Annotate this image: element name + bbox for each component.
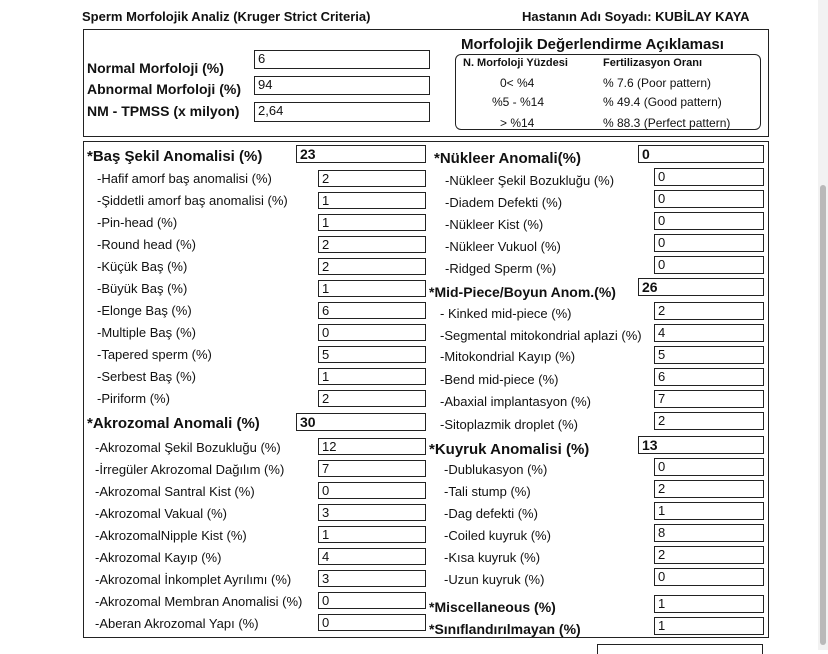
- midpiece-item-label: -Bend mid-piece (%): [440, 372, 559, 387]
- midpiece-item-field[interactable]: 2: [654, 412, 764, 430]
- head-item-label: -Piriform (%): [97, 391, 170, 406]
- legend-col-range: N. Morfoloji Yüzdesi: [463, 57, 568, 69]
- normal-morphology-field[interactable]: 6: [254, 50, 430, 69]
- tail-item-field[interactable]: 0: [654, 458, 764, 476]
- head-item-field[interactable]: 2: [318, 236, 426, 253]
- legend-col-rate: Fertilizasyon Oranı: [603, 57, 703, 69]
- midpiece-item-field[interactable]: 4: [654, 324, 764, 342]
- unclassified-label: *Sınıflandırılmayan (%): [429, 621, 581, 637]
- acrosome-item-field[interactable]: 0: [318, 592, 426, 609]
- legend-rate: % 88.3 (Perfect pattern): [603, 116, 731, 130]
- midpiece-item-label: -Abaxial implantasyon (%): [440, 394, 592, 409]
- head-item-label: -Elonge Baş (%): [97, 303, 192, 318]
- nuclear-item-label: -Diadem Defekti (%): [445, 195, 563, 210]
- report-title: Sperm Morfolojik Analiz (Kruger Strict Criteria): [82, 9, 371, 24]
- nuclear-item-field[interactable]: 0: [654, 168, 764, 186]
- nuclear-item-label: -Ridged Sperm (%): [445, 261, 557, 276]
- midpiece-anomaly-title: *Mid-Piece/Boyun Anom.(%): [429, 284, 616, 300]
- nuclear-item-field[interactable]: 0: [654, 234, 764, 252]
- abnormal-morphology-field[interactable]: 94: [254, 76, 430, 95]
- acrosome-item-label: -İrregüler Akrozomal Dağılım (%): [95, 462, 285, 477]
- nuclear-item-label: -Nükleer Şekil Bozukluğu (%): [445, 173, 615, 188]
- tail-item-label: -Kısa kuyruk (%): [444, 550, 541, 565]
- tpmss-field[interactable]: 2,64: [254, 102, 430, 122]
- acrosome-anomaly-total[interactable]: 30: [296, 413, 426, 431]
- acrosome-item-field[interactable]: 1: [318, 526, 426, 543]
- head-item-label: -Pin-head (%): [97, 215, 178, 230]
- tpmss-label: NM - TPMSS (x milyon): [87, 103, 240, 119]
- head-item-field[interactable]: 2: [318, 258, 426, 275]
- head-item-label: -Küçük Baş (%): [97, 259, 188, 274]
- acrosome-item-label: -Akrozomal Vakual (%): [95, 506, 227, 521]
- midpiece-item-label: -Sitoplazmik droplet (%): [440, 417, 578, 432]
- head-item-field[interactable]: 2: [318, 170, 426, 187]
- head-item-label: -Round head (%): [97, 237, 196, 252]
- head-item-label: -Serbest Baş (%): [97, 369, 196, 384]
- head-item-label: -Büyük Baş (%): [97, 281, 188, 296]
- legend-range: 0< %4: [500, 76, 535, 90]
- head-item-label: -Hafif amorf baş anomalisi (%): [97, 171, 272, 186]
- head-item-label: -Multiple Baş (%): [97, 325, 196, 340]
- normal-morphology-label: Normal Morfoloji (%): [87, 60, 224, 76]
- nuclear-item-field[interactable]: 0: [654, 256, 764, 274]
- tail-anomaly-title: *Kuyruk Anomalisi (%): [429, 441, 590, 458]
- acrosome-anomaly-title: *Akrozomal Anomali (%): [87, 415, 260, 432]
- tail-item-label: -Tali stump (%): [444, 484, 531, 499]
- midpiece-item-label: -Mitokondrial Kayıp (%): [440, 349, 576, 364]
- nuclear-anomaly-title: *Nükleer Anomali(%): [434, 150, 581, 167]
- tail-item-field[interactable]: 0: [654, 568, 764, 586]
- head-item-field[interactable]: 1: [318, 192, 426, 209]
- acrosome-item-field[interactable]: 3: [318, 504, 426, 521]
- acrosome-item-field[interactable]: 4: [318, 548, 426, 565]
- acrosome-item-label: -Akrozomal Membran Anomalisi (%): [95, 594, 303, 609]
- nuclear-item-field[interactable]: 0: [654, 212, 764, 230]
- legend-rate: % 7.6 (Poor pattern): [603, 76, 712, 90]
- head-item-field[interactable]: 1: [318, 368, 426, 385]
- head-item-field[interactable]: 1: [318, 214, 426, 231]
- tail-anomaly-total[interactable]: 13: [638, 436, 764, 454]
- tail-item-field[interactable]: 8: [654, 524, 764, 542]
- tail-item-field[interactable]: 2: [654, 546, 764, 564]
- acrosome-item-label: -Akrozomal İnkomplet Ayrılımı (%): [95, 572, 292, 587]
- unclassified-field[interactable]: 1: [654, 617, 764, 635]
- acrosome-item-field[interactable]: 3: [318, 570, 426, 587]
- midpiece-item-field[interactable]: 7: [654, 390, 764, 408]
- acrosome-item-label: -Akrozomal Şekil Bozukluğu (%): [95, 440, 281, 455]
- scrollbar-thumb[interactable]: [820, 185, 826, 645]
- head-item-field[interactable]: 5: [318, 346, 426, 363]
- acrosome-item-label: -Akrozomal Santral Kist (%): [95, 484, 255, 499]
- head-anomaly-total[interactable]: 23: [296, 145, 426, 163]
- abnormal-morphology-label: Abnormal Morfoloji (%): [87, 81, 241, 97]
- nuclear-anomaly-total[interactable]: 0: [638, 145, 764, 163]
- tail-item-label: -Dag defekti (%): [444, 506, 538, 521]
- acrosome-item-field[interactable]: 12: [318, 438, 426, 455]
- midpiece-item-field[interactable]: 5: [654, 346, 764, 364]
- acrosome-item-label: -AkrozomalNipple Kist (%): [95, 528, 247, 543]
- tail-item-label: -Uzun kuyruk (%): [444, 572, 545, 587]
- acrosome-item-field[interactable]: 0: [318, 614, 426, 631]
- head-item-label: -Şiddetli amorf baş anomalisi (%): [97, 193, 288, 208]
- miscellaneous-label: *Miscellaneous (%): [429, 599, 556, 615]
- legend-rate: % 49.4 (Good pattern): [603, 95, 722, 109]
- next-field-partial[interactable]: [597, 644, 763, 654]
- head-item-field[interactable]: 1: [318, 280, 426, 297]
- head-item-field[interactable]: 0: [318, 324, 426, 341]
- midpiece-item-label: -Segmental mitokondrial aplazi (%): [440, 328, 642, 343]
- patient-name: Hastanın Adı Soyadı: KUBİLAY KAYA: [522, 9, 750, 24]
- miscellaneous-field[interactable]: 1: [654, 595, 764, 613]
- nuclear-item-field[interactable]: 0: [654, 190, 764, 208]
- tail-item-label: -Dublukasyon (%): [444, 462, 548, 477]
- acrosome-item-label: -Akrozomal Kayıp (%): [95, 550, 222, 565]
- tail-item-field[interactable]: 2: [654, 480, 764, 498]
- head-item-field[interactable]: 2: [318, 390, 426, 407]
- midpiece-item-label: - Kinked mid-piece (%): [440, 306, 572, 321]
- head-anomaly-title: *Baş Şekil Anomalisi (%): [87, 148, 263, 165]
- acrosome-item-field[interactable]: 7: [318, 460, 426, 477]
- tail-item-field[interactable]: 1: [654, 502, 764, 520]
- legend-range: %5 - %14: [492, 95, 545, 109]
- acrosome-item-field[interactable]: 0: [318, 482, 426, 499]
- midpiece-anomaly-total[interactable]: 26: [638, 278, 764, 296]
- acrosome-item-label: -Aberan Akrozomal Yapı (%): [95, 616, 259, 631]
- midpiece-item-field[interactable]: 2: [654, 302, 764, 320]
- nuclear-item-label: -Nükleer Vukuol (%): [445, 239, 561, 254]
- midpiece-item-field[interactable]: 6: [654, 368, 764, 386]
- head-item-label: -Tapered sperm (%): [97, 347, 212, 362]
- tail-item-label: -Coiled kuyruk (%): [444, 528, 551, 543]
- head-item-field[interactable]: 6: [318, 302, 426, 319]
- legend-range: > %14: [500, 116, 535, 130]
- nuclear-item-label: -Nükleer Kist (%): [445, 217, 544, 232]
- legend-title: Morfolojik Değerlendirme Açıklaması: [461, 36, 724, 53]
